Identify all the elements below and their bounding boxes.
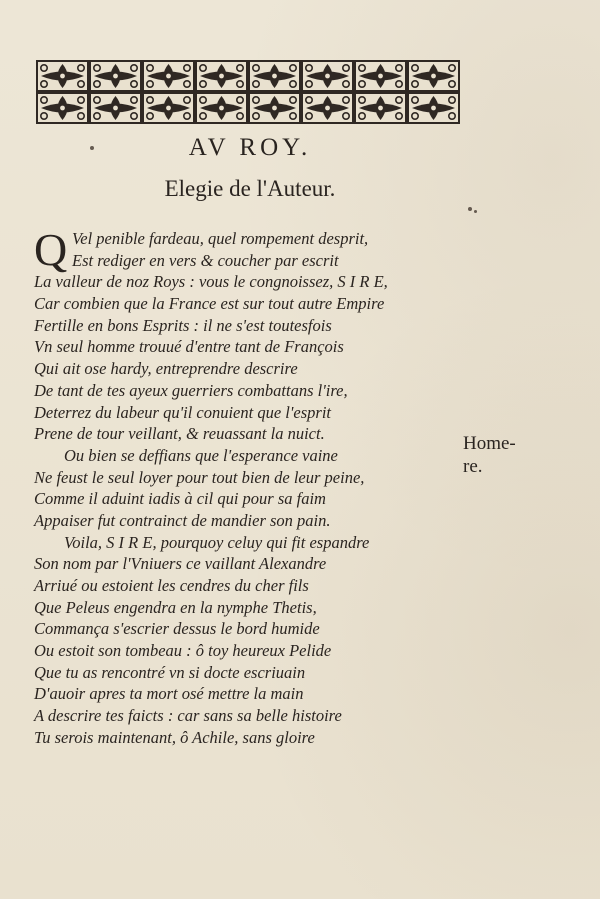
ornament-tile	[409, 62, 458, 90]
poem-line: Appaiser fut contrainct de mandier son pain.	[34, 510, 331, 530]
poem-line: Car combien que la France est sur tout autre Empire	[34, 294, 385, 314]
poem-line: Fertille en bons Esprits : il ne s'est toutesfois	[34, 315, 332, 335]
ornament-tile	[144, 62, 193, 90]
poem-line: Que Peleus engendra en la nymphe Thetis,	[34, 597, 317, 617]
poem-line: Comme il aduint iadis à cil qui pour sa faim	[34, 489, 326, 509]
ornament-tile	[250, 62, 299, 90]
ornament-tile	[38, 62, 87, 90]
ink-speck	[474, 210, 477, 213]
drop-cap-letter: Q	[34, 224, 68, 275]
page-title: AV ROY.	[188, 134, 312, 161]
ornament-tile	[91, 62, 140, 90]
poem-line: Deterrez du labeur qu'il conuient que l'esprit	[34, 402, 331, 422]
ink-speck	[90, 146, 94, 150]
margin-note-line: re.	[463, 456, 483, 477]
ornament-tile	[91, 94, 140, 122]
margin-note-line: Home-	[463, 433, 516, 454]
ink-speck	[468, 207, 472, 211]
poem-line: Voila, S I R E, pourquoy celuy qui fit espandre	[64, 532, 370, 552]
poem-line: A descrire tes faicts : car sans sa belle histoire	[34, 706, 342, 726]
ornament-tile	[197, 62, 246, 90]
poem-line: Ou bien se deffians que l'esperance vaine	[64, 445, 338, 465]
ornament-tile	[144, 94, 193, 122]
poem-line: De tant de tes ayeux guerriers combattans l'ire,	[34, 380, 348, 400]
poem-line: Vel penible fardeau, quel rompement desprit,	[72, 229, 369, 248]
page-subtitle: Elegie de l'Auteur.	[164, 176, 336, 201]
poem-line: Est rediger en vers & coucher par escrit	[72, 250, 339, 270]
ornament-tile	[303, 62, 352, 90]
poem-line: D'auoir apres ta mort osé mettre la main	[34, 684, 304, 704]
ornament-tile	[197, 94, 246, 122]
poem-line: Commança s'escrier dessus le bord humide	[34, 619, 320, 639]
poem-line: Tu serois maintenant, ô Achile, sans gloire	[34, 727, 315, 747]
poem-line: Ou estoit son tombeau : ô toy heureux Pelide	[34, 641, 332, 661]
poem-line: Qui ait ose hardy, entreprendre descrire	[34, 359, 298, 379]
ornament-tile	[409, 94, 458, 122]
margin-note	[463, 432, 523, 478]
poem-line: Ne feust le seul loyer pour tout bien de leur peine,	[34, 467, 365, 487]
ornament-tile	[356, 62, 405, 90]
poem-line: Son nom par l'Vniuers ce vaillant Alexandre	[34, 554, 327, 574]
ornament-tile	[303, 94, 352, 122]
ornament-tile	[38, 94, 87, 122]
decorative-headpiece	[36, 60, 460, 124]
poem-line: Prene de tour veillant, & reuassant la nuict.	[34, 424, 325, 444]
poem-line: Que tu as rencontré vn si docte escriuain	[34, 662, 306, 682]
poem-block	[34, 224, 434, 749]
ornament-tile	[356, 94, 405, 122]
poem-line: La valleur de noz Roys : vous le congnoissez, S I R E,	[34, 272, 388, 292]
poem-line: Vn seul homme trouué d'entre tant de François	[34, 337, 344, 357]
poem-line: Arriué ou estoient les cendres du cher fils	[34, 576, 309, 595]
ornament-tile	[250, 94, 299, 122]
